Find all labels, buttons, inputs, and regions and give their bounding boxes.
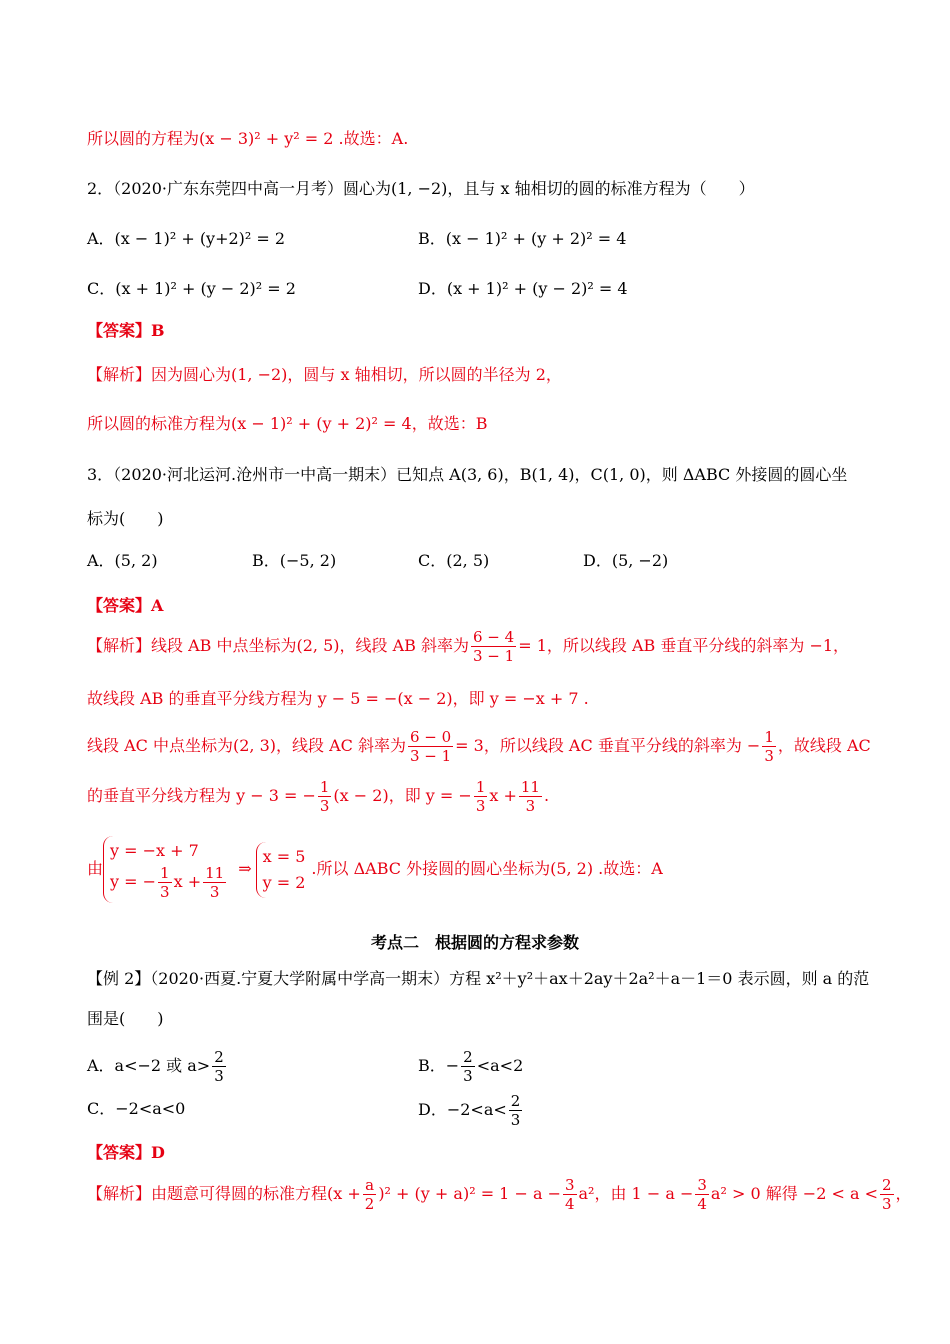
q2-option-a: A．(x − 1)² + (y+2)² = 2 — [87, 229, 286, 248]
q3-answer: 【答案】A — [87, 596, 164, 615]
q2-option-d: D．(x + 1)² + (y − 2)² = 4 — [418, 279, 628, 298]
q3-stem-line1: 3．（2020·河北运河.沧州市一中高一期末）已知点 A(3, 6)，B(1, 4)，C(1, 0)，则 ΔABC 外接圆的圆心坐 — [87, 465, 848, 484]
ex2-analysis: 【解析】由题意可得圆的标准方程(x + $\frac{a}{2}$ )² + (y + a)² = 1 − a − $\frac{3}{4}$ a²，由 1 − a − $\frac{3}{4}$ a² > 0 解得 −2 < a < $\frac{2}{3}$ ， — [87, 1176, 912, 1213]
fraction: $\frac{1}{3}$ — [160, 864, 170, 901]
fraction: $\frac{11}{3}$ — [205, 864, 225, 901]
fraction: $\frac{1}{3}$ — [319, 778, 330, 815]
q3-stem-line2: 标为( ) — [87, 509, 164, 528]
q2-analysis-line2: 所以圆的标准方程为(x − 1)² + (y + 2)² = 4，故选：B — [87, 414, 488, 433]
ex2-option-c: C．−2<a<0 — [87, 1099, 186, 1118]
q2-analysis-line1: 【解析】因为圆心为(1, −2)，圆与 x 轴相切，所以圆的半径为 2， — [87, 365, 562, 384]
fraction: $\frac{11}{3}$ — [520, 778, 540, 815]
q2-option-c: C．(x + 1)² + (y − 2)² = 2 — [87, 279, 296, 298]
q3-option-b: B．(−5, 2) — [252, 551, 337, 570]
q3-system-line: 由 y = −x + 7 y = − $\frac{1}{3}$ x + $\frac{11}{3}$ ⇒ x = 5 y = 2 .所以 ΔABC 外接圆的圆心坐标为(5, 2) .故选：A — [87, 836, 663, 903]
ex2-option-b: B．− $\frac{2}{3}$ <a<2 — [418, 1048, 524, 1085]
q3-analysis-line2: 故线段 AB 的垂直平分线方程为 y − 5 = −(x − 2)，即 y = −x + 7 . — [87, 689, 589, 708]
ex2-option-a: A．a<−2 或 a> $\frac{2}{3}$ — [87, 1048, 224, 1085]
ex2-stem-line1: 【例 2】（2020·西夏.宁夏大学附属中学高一期末）方程 x²＋y²＋ax＋2ay＋2a²＋a－1＝0 表示圆，则 a 的范 — [87, 969, 870, 988]
section-title: 考点二 根据圆的方程求参数 — [370, 933, 579, 952]
q3-analysis-line1 — [87, 628, 849, 665]
fraction: $\frac{6 - 4}{3 - 1}$ — [473, 628, 515, 665]
q3-analysis-line4: 的垂直平分线方程为 y − 3 = − $\frac{1}{3}$ (x − 2)，即 y = − $\frac{1}{3}$ x + $\frac{11}{3}$ . — [87, 778, 550, 815]
equation-system: y = −x + 7 y = − $\frac{1}{3}$ x + $\frac{11}{3}$ — [103, 836, 234, 903]
solution-system: x = 5 y = 2 — [256, 842, 312, 898]
ex2-answer: 【答案】D — [87, 1143, 165, 1162]
ex2-stem-line2: 围是( ) — [87, 1009, 164, 1028]
q3-option-a: A．(5, 2) — [87, 551, 158, 570]
q3-a1-tail: = 1，所以线段 AB 垂直平分线的斜率为 −1， — [518, 636, 850, 655]
fraction: $\frac{6 - 0}{3 - 1}$ — [409, 728, 452, 765]
q3-option-d: D．(5, −2) — [583, 551, 669, 570]
q3-analysis-line3: 线段 AC 中点坐标为(2, 3)，线段 AC 斜率为 $\frac{6 - 0}{3 - 1}$ = 3，所以线段 AC 垂直平分线的斜率为 − $\frac{1}{3}$ ，故线段 AC — [87, 728, 871, 765]
q3-option-c: C．(2, 5) — [418, 551, 490, 570]
ex2-option-d: D．−2<a< $\frac{2}{3}$ — [418, 1092, 521, 1129]
q2-stem: 2．（2020·广东东莞四中高一月考）圆心为(1, −2)，且与 x 轴相切的圆的标准方程为（ ） — [87, 179, 755, 198]
fraction: $\frac{1}{3}$ — [475, 778, 486, 815]
q3-a1-text: 【解析】线段 AB 中点坐标为(2, 5)，线段 AB 斜率为 — [87, 636, 469, 655]
prev-conclusion: 所以圆的方程为(x − 3)² + y² = 2 .故选：A. — [87, 129, 409, 148]
q2-option-b: B．(x − 1)² + (y + 2)² = 4 — [418, 229, 627, 248]
fraction: $\frac{1}{3}$ — [764, 728, 774, 765]
q2-answer: 【答案】B — [87, 321, 165, 340]
